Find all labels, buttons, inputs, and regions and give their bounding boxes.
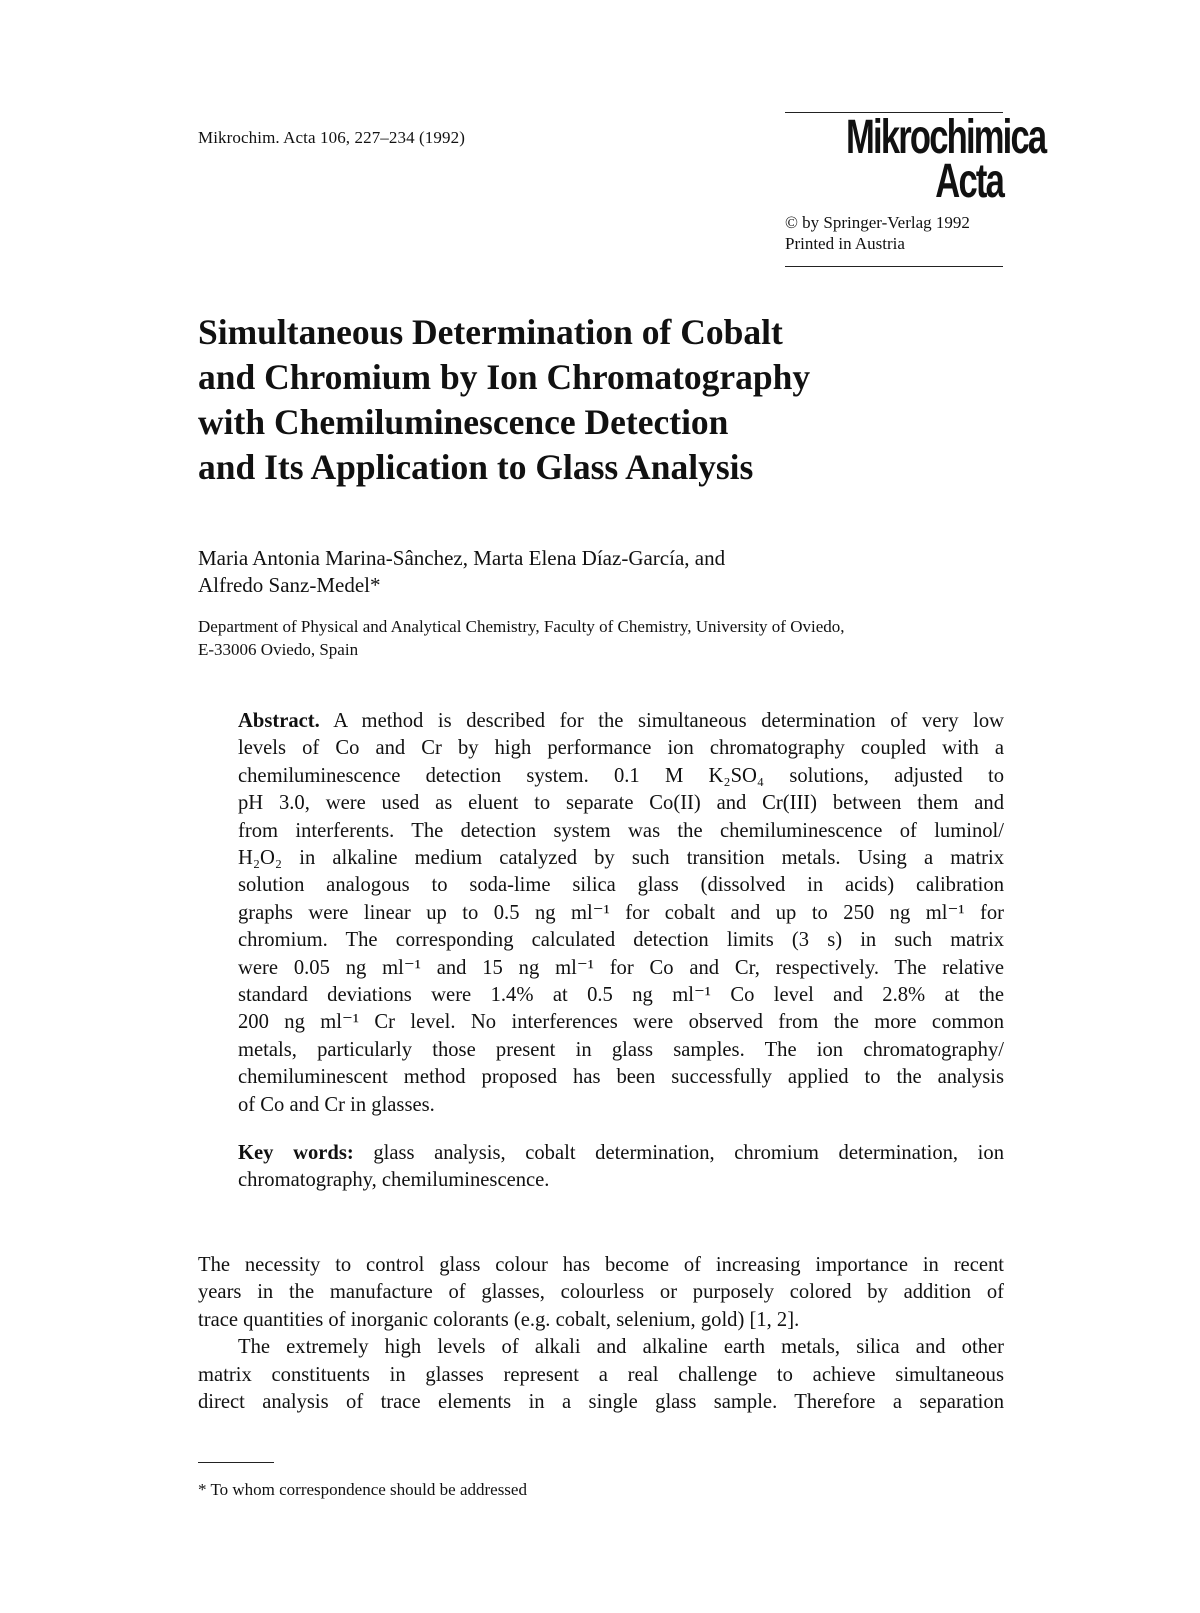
body-line: The necessity to control glass colour has become of increasing importance in recent: [198, 1254, 1004, 1276]
footnote-rule: [198, 1462, 274, 1463]
title-line: and Chromium by Ion Chromatography: [198, 357, 811, 397]
affiliation-line-1: Department of Physical and Analytical Chemistry, Faculty of Chemistry, University of Oviedo,: [198, 617, 845, 636]
paper-title: [198, 310, 998, 490]
title-line: with Chemiluminescence Detection: [198, 402, 729, 442]
publisher-info: [785, 212, 970, 254]
title-line: and Its Application to Glass Analysis: [198, 447, 754, 487]
abstract-line: 200 ng ml⁻¹ Cr level. No interferences were observed from the more common: [238, 1011, 1004, 1034]
copyright-line: © by Springer-Verlag 1992: [785, 213, 970, 232]
abstract-line: solution analogous to soda-lime silica glass (dissolved in acids) calibration: [238, 874, 1004, 897]
author-list: [198, 545, 725, 599]
abstract-line: Abstract. A method is described for the simultaneous determination of very low: [238, 710, 1004, 732]
authors-line-1: Maria Antonia Marina-Sânchez, Marta Elena Díaz-García, and: [198, 546, 726, 570]
abstract-label: Abstract.: [238, 710, 320, 732]
body-text: [198, 1252, 1004, 1416]
abstract-line: metals, particularly those present in glass samples. The ion chromatography/: [238, 1038, 1004, 1061]
abstract-line: chromium. The corresponding calculated detection limits (3 s) in such matrix: [238, 929, 1004, 952]
abstract-line: chemiluminescence detection system. 0.1 M K₂SO₄ solutions, adjusted to: [238, 764, 1004, 787]
affiliation-line-2: E-33006 Oviedo, Spain: [198, 640, 359, 659]
body-line: The extremely high levels of alkali and alkaline earth metals, silica and other: [238, 1336, 1004, 1359]
abstract-line: chemiluminescent method proposed has been successfully applied to the analysis: [238, 1066, 1004, 1089]
title-line: Simultaneous Determination of Cobalt: [198, 312, 783, 352]
printed-line: Printed in Austria: [785, 234, 905, 253]
footnote: * To whom correspondence should be addressed: [198, 1480, 527, 1499]
abstract-line: of Co and Cr in glasses.: [238, 1093, 435, 1116]
abstract-line: H₂O₂ in alkaline medium catalyzed by such transition metals. Using a matrix: [238, 847, 1004, 870]
abstract-line: levels of Co and Cr by high performance ion chromatography coupled with a: [238, 737, 1004, 760]
body-line: trace quantities of inorganic colorants (e.g. cobalt, selenium, gold) [1, 2].: [198, 1308, 800, 1331]
keywords-line: Key words: glass analysis, cobalt determination, chromium determination, ion: [238, 1142, 1004, 1164]
keywords-line: chromatography, chemiluminescence.: [238, 1169, 550, 1192]
affiliation: [198, 615, 845, 661]
logo-line-1: Mikrochimica: [846, 111, 1046, 164]
authors-line-2: Alfredo Sanz-Medel*: [198, 573, 381, 597]
abstract-line: standard deviations were 1.4% at 0.5 ng ml⁻¹ Co level and 2.8% at the: [238, 984, 1004, 1007]
header-rule-bottom: [785, 266, 1003, 267]
abstract-line: graphs were linear up to 0.5 ng ml⁻¹ for cobalt and up to 250 ng ml⁻¹ for: [238, 901, 1004, 924]
body-line: matrix constituents in glasses represent a real challenge to achieve simultaneous: [198, 1363, 1004, 1386]
journal-citation: Mikrochim. Acta 106, 227–234 (1992): [198, 128, 465, 147]
abstract-line: were 0.05 ng ml⁻¹ and 15 ng ml⁻¹ for Co and Cr, respectively. The relative: [238, 956, 1004, 979]
abstract-line: pH 3.0, were used as eluent to separate Co(II) and Cr(III) between them and: [238, 792, 1004, 815]
body-line: direct analysis of trace elements in a single glass sample. Therefore a separation: [198, 1391, 1004, 1414]
keywords-label: Key words:: [238, 1142, 354, 1164]
body-line: years in the manufacture of glasses, colourless or purposely colored by addition of: [198, 1281, 1004, 1304]
journal-logo: [846, 111, 1046, 208]
keywords: [238, 1140, 1004, 1195]
logo-line-2: Acta: [935, 155, 1003, 208]
abstract-line: from interferents. The detection system was the chemiluminescence of luminol/: [238, 819, 1004, 842]
abstract: [238, 708, 1004, 1119]
